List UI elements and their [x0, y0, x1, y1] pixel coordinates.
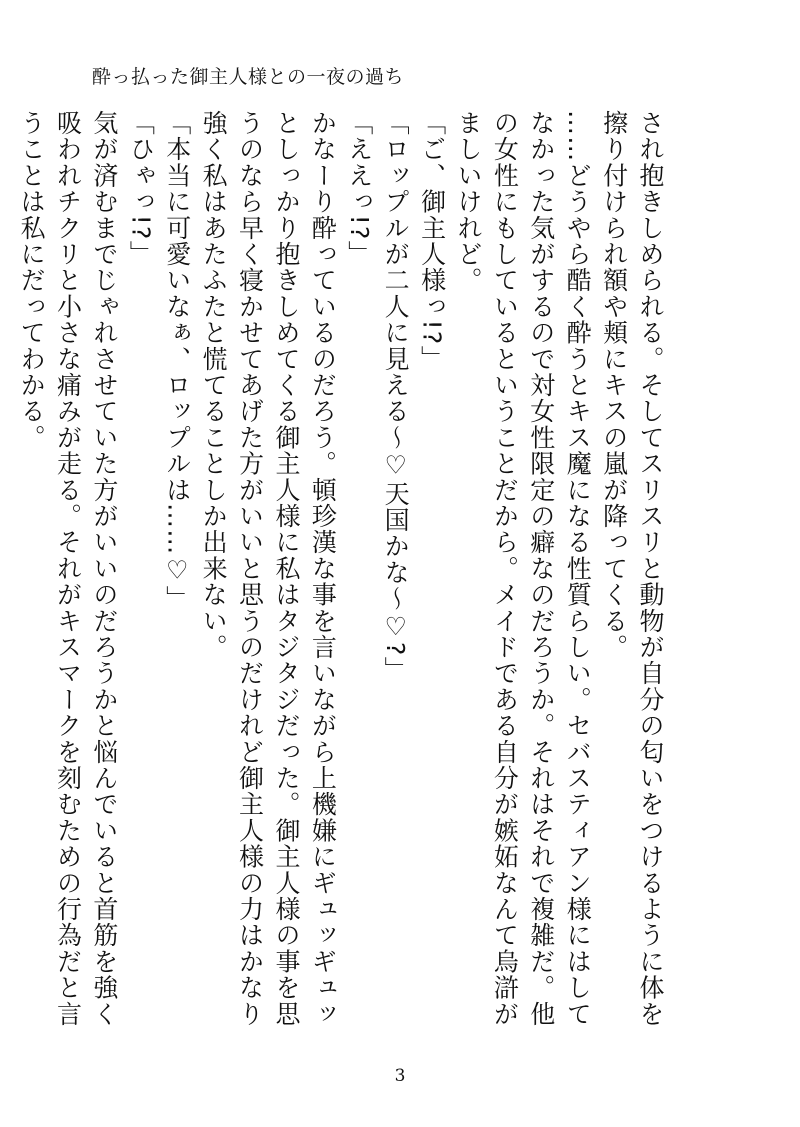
- paragraph: かなーり酔っているのだろう。頓珍漢な事を言いながら上機嫌にギュッギュッとしっかり抱きしめてくる御主人様に私はタジタジだった。御主人様の事を思うのなら早く寝かせてあげた方がいいと思うのだけれど御主人様の力はかなり強く私はあたふたと慌てることしか出来ない。: [199, 110, 338, 1027]
- dialogue-line: 「ロップルが二人に見える〜♡天国かな〜♡?」: [381, 110, 411, 683]
- page-number: 3: [394, 1066, 406, 1086]
- dialogue-line: 「ひゃっ!?」: [126, 110, 156, 267]
- running-title: 酔っ払った御主人様との一夜の過ち: [92, 66, 405, 88]
- paragraph: ……どうやら酷く酔うとキス魔になる性質らしい。セバスティアン様にはしてなかった気がするので対女性限定の癖なのだろうか。それはそれで複雑だ。他の女性にもしているということだから。メイドである自分が嫉妬なんて烏滸がましいけれど。: [453, 110, 593, 1027]
- dialogue-line: 「本当に可愛いなぁ、ロップルは……♡」: [162, 110, 192, 612]
- dialogue-line: 「ご、御主人様っ!?」: [417, 110, 447, 372]
- paragraph: 気が済むまでじゃれさせていた方がいいのだろうかと悩んでいると首筋を強く吸われチクリと小さな痛みが走る。それがキスマークを刻むための行為だと言うことは私にだってわかる。: [17, 110, 119, 1027]
- body-text: [17, 110, 668, 1030]
- paragraph: され抱きしめられる。そしてスリスリと動物が自分の匂いをつけるように体を擦り付けられ額や頬にキスの嵐が降ってくる。: [599, 110, 665, 1027]
- dialogue-line: 「ええっ!?」: [344, 110, 374, 267]
